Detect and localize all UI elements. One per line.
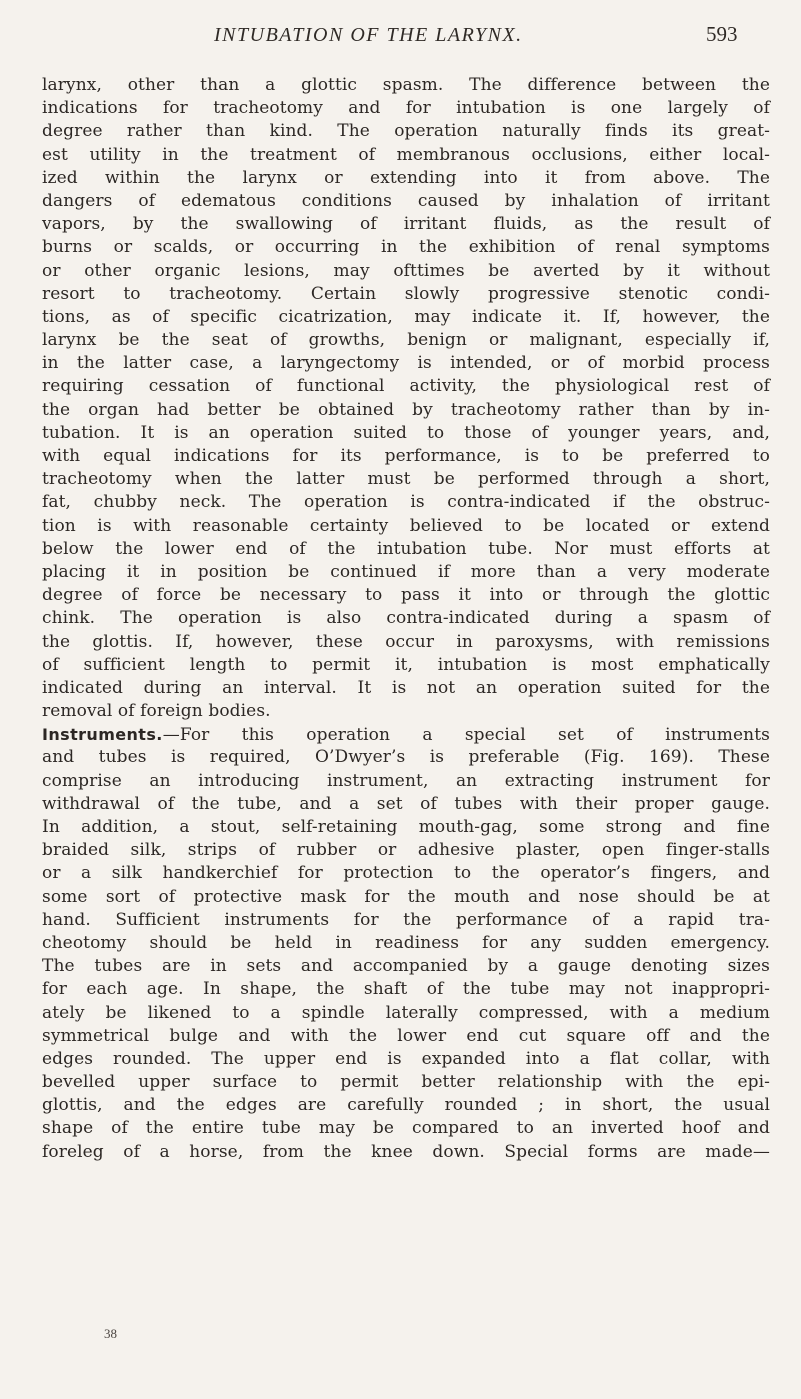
text-line: the glottis. If, however, these occur in paroxysms, with remissions [42,631,770,652]
text-line [42,723,770,746]
text-line: hand. Sufficient instruments for the performance of a rapid tra- [42,909,770,930]
text-line: placing it in position be continued if more than a very moderate [42,561,770,582]
text-line: for each age. In shape, the shaft of the tube may not inappropri- [42,979,770,1000]
paragraph-indications [42,74,770,723]
page-number: 593 [706,22,738,46]
text-line: withdrawal of the tube, and a set of tubes with their proper gauge. [42,793,770,814]
text-line: indicated during an interval. It is not an operation suited for the [42,677,770,698]
text-line: degree of force be necessary to pass it into or through the glottic [42,585,770,606]
text-line: tions, as of specific cicatrization, may indicate it. If, however, the [42,306,770,327]
text-line: resort to tracheotomy. Certain slowly progressive stenotic condi- [42,283,770,304]
text-line: degree rather than kind. The operation naturally finds its great- [42,121,770,142]
text-line: some sort of protective mask for the mouth and nose should be at [42,886,770,907]
section-heading-instruments: Instruments. [42,725,163,745]
text-line: or other organic lesions, may ofttimes be averted by it without [42,260,770,281]
text-line: ized within the larynx or extending into it from above. The [42,167,770,188]
instruments-intro-text: —For this operation a special set of instruments [162,725,770,746]
text-line: shape of the entire tube may be compared to an inverted hoof and [42,1118,770,1139]
text-line: vapors, by the swallowing of irritant fluids, as the result of [42,214,770,235]
text-line: bevelled upper surface to permit better relationship with the epi- [42,1072,770,1093]
signature-mark: 38 [104,1326,117,1341]
text-line: fat, chubby neck. The operation is contra-indicated if the obstruc- [42,492,770,513]
text-line: braided silk, strips of rubber or adhesive plaster, open finger-stalls [42,840,770,861]
text-line: removal of foreign bodies. [42,701,271,722]
page-body [42,74,770,1164]
text-line: of sufficient length to permit it, intubation is most emphatically [42,654,770,675]
paragraph-instruments [42,723,770,1164]
text-line: and tubes is required, O’Dwyer’s is preferable (Fig. 169). These [42,747,770,768]
text-line: tubation. It is an operation suited to those of younger years, and, [42,422,770,443]
text-line: tracheotomy when the latter must be performed through a short, [42,469,770,490]
text-line: or a silk handkerchief for protection to the operator’s fingers, and [42,863,770,884]
text-line: glottis, and the edges are carefully rounded ; in short, the usual [42,1095,770,1116]
text-line: requiring cessation of functional activity, the physiological rest of [42,376,770,397]
text-line: burns or scalds, or occurring in the exhibition of renal symptoms [42,237,770,258]
text-line: symmetrical bulge and with the lower end cut square off and the [42,1025,770,1046]
text-line: chink. The operation is also contra-indicated during a spasm of [42,608,770,629]
text-line: comprise an introducing instrument, an extracting instrument for [42,770,770,791]
text-line: larynx be the seat of growths, benign or malignant, especially if, [42,330,770,351]
text-line: The tubes are in sets and accompanied by a gauge denoting sizes [42,956,770,977]
text-line: ately be likened to a spindle laterally compressed, with a medium [42,1002,770,1023]
text-line: larynx, other than a glottic spasm. The difference between the [42,75,770,95]
text-line: foreleg of a horse, from the knee down. Special forms are made— [42,1141,770,1162]
text-line: indications for tracheotomy and for intubation is one largely of [42,98,770,119]
text-line: the organ had better be obtained by tracheotomy rather than by in- [42,399,770,420]
running-head: INTUBATION OF THE LARYNX. [214,24,523,46]
text-line: tion is with reasonable certainty believed to be located or extend [42,515,770,536]
text-line: dangers of edematous conditions caused by inhalation of irritant [42,190,770,211]
text-line: below the lower end of the intubation tube. Nor must efforts at [42,538,770,559]
text-line: est utility in the treatment of membranous occlusions, either local- [42,144,770,165]
text-line: cheotomy should be held in readiness for any sudden emergency. [42,932,770,953]
text-line: with equal indications for its performance, is to be preferred to [42,446,770,466]
text-line: in the latter case, a laryngectomy is intended, or of morbid process [42,353,770,374]
text-line: In addition, a stout, self-retaining mouth-gag, some strong and fine [42,817,770,837]
text-line: edges rounded. The upper end is expanded into a flat collar, with [42,1048,770,1069]
